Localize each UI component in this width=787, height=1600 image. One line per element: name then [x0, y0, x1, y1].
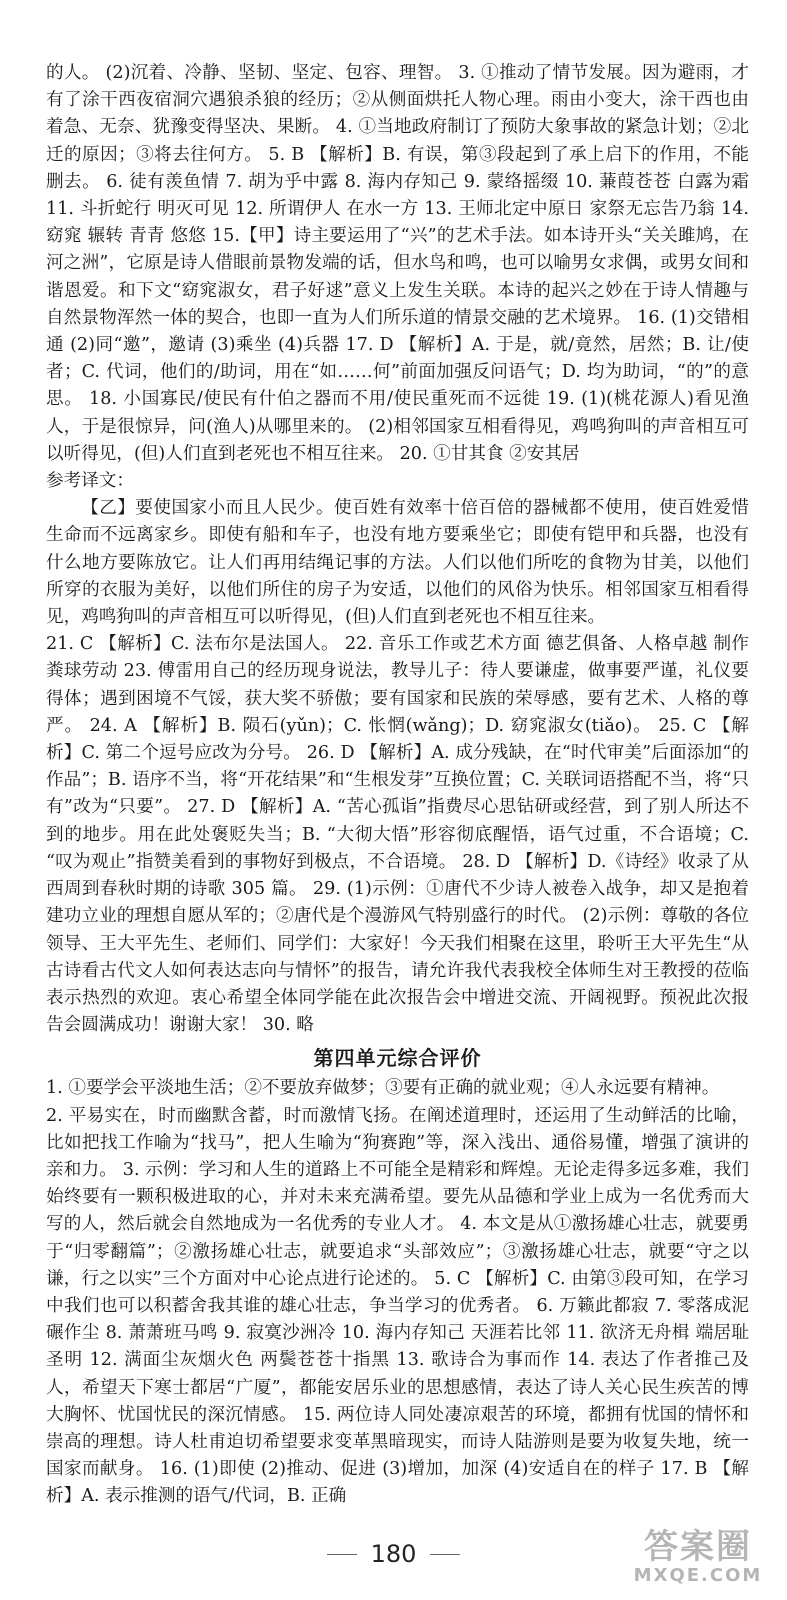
- unit4-answers: 2. 平易实在，时而幽默含蓄，时而激情飞扬。在阐述道理时，还运用了生动鲜活的比喻，比如把找工作喻为“找马”，把人生喻为“狗赛跑”等，深入浅出、通俗易懂，增强了演讲的亲和力。 3. 示例：学习和人生的道路上不可能全是精彩和辉煌。无论走得多远多难，我们始终要有一颗积极进取的心，并对未来充满希望。要先从品德和学业上成为一名优秀而大写的人，然后就会自然地成为一名优秀的专业人才。 4. 本文是从①激扬雄心壮志，就要勇于“归零翻篇”；②激扬雄心壮志，就要追求“头部效应”；③激扬雄心壮志，就要“守之以谦，行之以实”三个方面对中心论点进行论述的。 5. C 【解析】C. 由第③段可知，在学习中我们也可以积蓄舍我其谁的雄心壮志，争当学习的优秀者。 6. 万籁此都寂 7. 零落成泥碾作尘 8. 萧萧班马鸣 9. 寂寞沙洲冷 10. 海内存知己 天涯若比邻 11. 欲济无舟楫 端居耻圣明 12. 满面尘灰烟火色 两鬓苍苍十指黑 13. 歌诗合为事而作 14. 表达了作者推己及人，希望天下寒士都居“广厦”，都能安居乐业的思想感情，表达了诗人关心民生疾苦的博大胸怀、忧国忧民的深沉情感。 15. 两位诗人同处凄凉艰苦的环境，都拥有忧国的情怀和崇高的理想。诗人杜甫迫切希望要求变革黑暗现实，而诗人陆游则是要为收复失地，统一国家而献身。 16. (1)即使 (2)推动、促进 (3)增加，加深 (4)安适自在的样子 17. B 【解析】A. 表示推测的语气/代词，B. 正确: [46, 1105, 749, 1507]
- answers-part-1: 的人。 (2)沉着、冷静、坚韧、坚定、包容、理智。 3. ①推动了情节发展。因为避雨，才有了涂干西夜宿洞穴遇狼杀狼的经历；②从侧面烘托人物心理。雨由小变大，涂干西也由着急、无奈、犹豫变得坚决、果断。 4. ①当地政府制订了预防大象事故的紧急计划；②北迁的原因；③将去往何方。 5. B 【解析】B. 有误，第③段起到了承上启下的作用，不能删去。 6. 徒有羡鱼情 7. 胡为乎中露 8. 海内存知己 9. 蒙络摇缀 10. 蒹葭苍苍 白露为霜 11. 斗折蛇行 明灭可见 12. 所谓伊人 在水一方 13. 王师北定中原日 家祭无忘告乃翁 14. 窈窕 辗转 青青 悠悠 15.【甲】诗主要运用了“兴”的艺术手法。如本诗开头“关关雎鸠，在河之洲”，它原是诗人借眼前景物发端的话，但水鸟和鸣，也可以喻男女求偶，或男女间和谐恩爱。和下文“窈窕淑女，君子好逑”意义上发生关联。本诗的起兴之妙在于诗人情趣与自然景物浑然一体的契合，也即一直为人们所乐道的情景交融的艺术境界。 16. (1)交错相通 (2)同“邀”，邀请 (3)乘坐 (4)兵器 17. D 【解析】A. 于是，就/竟然，居然；B. 让/使者；C. 代词，他们的/助词，用在“如……何”前面加强反问语气；D. 均为助词，“的”的意思。 18. 小国寡民/使民有什伯之器而不用/使民重死而不远徙 19. (1)(桃花源人)看见渔人，于是很惊异，问(渔人)从哪里来的。 (2)相邻国家互相看得见，鸡鸣狗叫的声音相互可以听得见，(但)人们直到老死也不相互往来。 20. ①甘其食 ②安其居: [46, 63, 749, 464]
- unit4-answer-1: 1. ①要学会平淡地生活；②不要放弃做梦；③要有正确的就业观；④人永远要有精神。: [46, 1078, 720, 1099]
- footer-dash-right: [430, 1554, 460, 1555]
- watermark-top-text: 答案圈: [644, 1527, 752, 1567]
- page-number: 180: [370, 1540, 417, 1568]
- translation-label: 参考译文：: [46, 471, 134, 492]
- translation-text: 【乙】要使国家小而且人民少。使百姓有效率十倍百倍的器械都不使用，使百姓爱惜生命而不远离家乡。即使有船和车子，也没有地方要乘坐它；即使有铠甲和兵器，也没有什么地方要陈放它。让人们再用结绳记事的方法。人们以他们所吃的食物为甘美，以他们所穿的衣服为美好，以他们所住的房子为安适，以他们的风俗为快乐。相邻国家互相看得见，鸡鸣狗叫的声音相互可以听得见，(但)人们直到老死也不相互往来。: [46, 498, 749, 628]
- footer-dash-left: [327, 1554, 357, 1555]
- section-title: 第四单元综合评价: [313, 1046, 482, 1071]
- answers-part-2: 21. C 【解析】C. 法布尔是法国人。 22. 音乐工作或艺术方面 德艺俱备、人格卓越 制作粪球劳动 23. 傅雷用自己的经历现身说法，教导儿子：待人要谦虚，做事要严谨，礼仪要得体；遇到困境不气馁，获大奖不骄傲；要有国家和民族的荣辱感，要有艺术、人格的尊严。 24. A 【解析】B. 陨石(yǔn)；C. 怅惘(wǎng)；D. 窈窕淑女(tiǎo)。 25. C 【解析】C. 第二个逗号应改为分号。 26. D 【解析】A. 成分残缺，在“时代审美”后面添加“的作品”；B. 语序不当，将“开花结果”和“生根发芽”互换位置；C. 关联词语搭配不当，将“只有”改为“只要”。 27. D 【解析】A. “苦心孤诣”指费尽心思钻研或经营，到了别人所达不到的地步。用在此处褒贬失当；B. “大彻大悟”形容彻底醒悟，语气过重，不合语境；C. “叹为观止”指赞美看到的事物好到极点，不合语境。 28. D 【解析】D.《诗经》收录了从西周到春秋时期的诗歌 305 篇。 29. (1)示例：①唐代不少诗人被卷入战争，却又是抱着建功立业的理想自愿从军的；②唐代是个漫游风气特别盛行的时代。 (2)示例：尊敬的各位领导、王大平先生、老师们、同学们：大家好！今天我们相聚在这里，聆听王大平先生“从古诗看古代文人如何表达志向与情怀”的报告，请允许我代表我校全体师生对王教授的莅临表示热烈的欢迎。衷心希望全体同学能在此次报告会中增进交流、开阔视野。预祝此次报告会圆满成功！谢谢大家！ 30. 略: [46, 634, 749, 1036]
- watermark-logo: [623, 1522, 773, 1592]
- watermark-bottom-text: MXQE.COM: [633, 1565, 763, 1586]
